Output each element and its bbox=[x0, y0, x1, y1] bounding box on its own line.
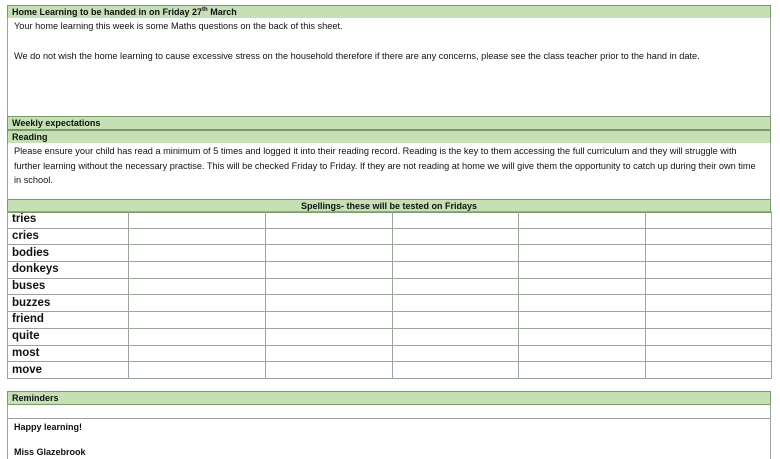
spelling-practice-cell bbox=[393, 295, 519, 312]
spelling-practice-cell bbox=[266, 362, 393, 379]
teacher-name: Miss Glazebrook bbox=[14, 447, 86, 457]
spelling-word: most bbox=[8, 345, 129, 362]
spelling-practice-cell bbox=[266, 212, 393, 229]
reading-bar: Reading bbox=[7, 130, 771, 144]
reminders-divider bbox=[8, 418, 770, 419]
spelling-practice-cell bbox=[129, 262, 266, 279]
spelling-practice-cell bbox=[266, 345, 393, 362]
weekly-expectations-bar: Weekly expectations bbox=[7, 116, 771, 130]
spelling-practice-cell bbox=[393, 278, 519, 295]
spelling-practice-cell bbox=[129, 228, 266, 245]
spelling-word: move bbox=[8, 362, 129, 379]
spelling-practice-cell bbox=[266, 228, 393, 245]
spelling-row bbox=[8, 295, 772, 312]
spelling-practice-cell bbox=[519, 278, 646, 295]
sign-off: Happy learning! bbox=[14, 422, 83, 432]
spelling-practice-cell bbox=[646, 345, 772, 362]
spelling-practice-cell bbox=[393, 328, 519, 345]
spelling-practice-cell bbox=[646, 212, 772, 229]
spelling-practice-cell bbox=[129, 245, 266, 262]
spelling-word: bodies bbox=[8, 245, 129, 262]
spelling-row bbox=[8, 212, 772, 229]
spelling-practice-cell bbox=[129, 212, 266, 229]
reminders-box bbox=[7, 404, 771, 459]
spelling-practice-cell bbox=[393, 312, 519, 329]
spelling-row bbox=[8, 228, 772, 245]
reading-box bbox=[7, 143, 771, 199]
spelling-practice-cell bbox=[129, 362, 266, 379]
spelling-word: donkeys bbox=[8, 262, 129, 279]
spelling-practice-cell bbox=[129, 345, 266, 362]
spelling-practice-cell bbox=[266, 245, 393, 262]
spelling-practice-cell bbox=[519, 212, 646, 229]
spelling-row bbox=[8, 262, 772, 279]
spelling-word: quite bbox=[8, 328, 129, 345]
spelling-row bbox=[8, 328, 772, 345]
spelling-row bbox=[8, 278, 772, 295]
spelling-practice-cell bbox=[266, 295, 393, 312]
spelling-practice-cell bbox=[519, 262, 646, 279]
spelling-row bbox=[8, 312, 772, 329]
spelling-practice-cell bbox=[266, 328, 393, 345]
spelling-practice-cell bbox=[519, 228, 646, 245]
spelling-practice-cell bbox=[646, 328, 772, 345]
spelling-practice-cell bbox=[393, 362, 519, 379]
spelling-practice-cell bbox=[519, 345, 646, 362]
spelling-word: buses bbox=[8, 278, 129, 295]
spelling-practice-cell bbox=[519, 295, 646, 312]
spelling-word: tries bbox=[8, 212, 129, 229]
title-tail: March bbox=[207, 7, 237, 17]
spelling-practice-cell bbox=[266, 262, 393, 279]
spelling-row bbox=[8, 345, 772, 362]
spelling-practice-cell bbox=[393, 212, 519, 229]
spelling-practice-cell bbox=[393, 345, 519, 362]
spelling-practice-cell bbox=[646, 278, 772, 295]
spelling-practice-cell bbox=[646, 295, 772, 312]
spellings-bar: Spellings- these will be tested on Fridays bbox=[7, 199, 771, 213]
spelling-practice-cell bbox=[129, 328, 266, 345]
intro-line-2: We do not wish the home learning to cause excessive stress on the household therefore if there are any concerns, please see the class teacher prior to the hand in date. bbox=[14, 51, 700, 61]
spelling-practice-cell bbox=[393, 245, 519, 262]
spelling-practice-cell bbox=[266, 312, 393, 329]
spelling-word: friend bbox=[8, 312, 129, 329]
reminders-bar: Reminders bbox=[7, 391, 771, 405]
title-superscript: th bbox=[202, 7, 208, 13]
spelling-practice-cell bbox=[129, 295, 266, 312]
spelling-practice-cell bbox=[646, 362, 772, 379]
spelling-word: cries bbox=[8, 228, 129, 245]
spellings-table bbox=[7, 211, 772, 379]
spelling-practice-cell bbox=[129, 312, 266, 329]
spelling-row bbox=[8, 362, 772, 379]
spelling-practice-cell bbox=[646, 262, 772, 279]
title-bar bbox=[7, 5, 771, 19]
spelling-word: buzzes bbox=[8, 295, 129, 312]
spelling-practice-cell bbox=[393, 262, 519, 279]
spelling-practice-cell bbox=[646, 245, 772, 262]
spelling-practice-cell bbox=[519, 245, 646, 262]
spelling-practice-cell bbox=[129, 278, 266, 295]
intro-box bbox=[7, 18, 771, 121]
spelling-practice-cell bbox=[519, 312, 646, 329]
reading-text: Please ensure your child has read a minimum of 5 times and logged it into their reading record. Reading is the key to them accessing the full curriculum and they will struggle with further learning without the necessary practise. This will be checked Friday to Friday. If they are not reading at home we will give them the opportunity to catch up during their own time in school. bbox=[14, 146, 756, 185]
spelling-practice-cell bbox=[519, 362, 646, 379]
spelling-practice-cell bbox=[519, 328, 646, 345]
title-text: Home Learning to be handed in on Friday 27 bbox=[12, 7, 203, 17]
spelling-practice-cell bbox=[266, 278, 393, 295]
spelling-row bbox=[8, 245, 772, 262]
spelling-practice-cell bbox=[393, 228, 519, 245]
spelling-practice-cell bbox=[646, 312, 772, 329]
intro-line-1: Your home learning this week is some Maths questions on the back of this sheet. bbox=[14, 21, 343, 31]
spelling-practice-cell bbox=[646, 228, 772, 245]
